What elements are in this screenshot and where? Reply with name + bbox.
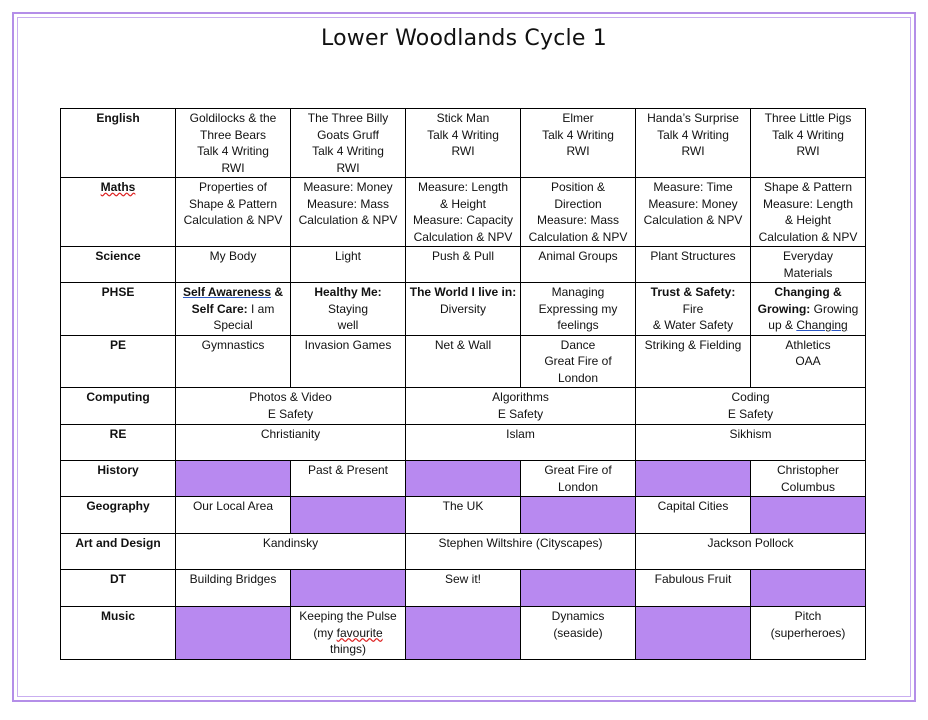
cell-art-c: Jackson Pollock bbox=[636, 534, 866, 570]
cell-english-3: Stick Man Talk 4 Writing RWI bbox=[406, 109, 521, 178]
cell-phse-1: Self Awareness & Self Care: I am Special bbox=[176, 283, 291, 336]
cell-geography-2-empty bbox=[291, 497, 406, 534]
table-row-pe bbox=[61, 335, 866, 388]
table-row-art bbox=[61, 534, 866, 570]
cell-dt-4-empty bbox=[521, 570, 636, 607]
cell-history-6: Christopher Columbus bbox=[751, 461, 866, 497]
cell-art-a: Kandinsky bbox=[176, 534, 406, 570]
cell-history-5-empty bbox=[636, 461, 751, 497]
cell-re-b: Islam bbox=[406, 425, 636, 461]
cell-science-1: My Body bbox=[176, 247, 291, 283]
cell-music-1-empty bbox=[176, 607, 291, 660]
subject-art: Art and Design bbox=[61, 534, 176, 570]
cell-science-6: Everyday Materials bbox=[751, 247, 866, 283]
table-row-english bbox=[61, 109, 866, 178]
table-row-maths bbox=[61, 178, 866, 247]
cell-phse-6: Changing & Growing: Growing up & Changing bbox=[751, 283, 866, 336]
cell-dt-1: Building Bridges bbox=[176, 570, 291, 607]
cell-music-4: Dynamics (seaside) bbox=[521, 607, 636, 660]
subject-music: Music bbox=[61, 607, 176, 660]
table-row-computing bbox=[61, 388, 866, 425]
cell-dt-2-empty bbox=[291, 570, 406, 607]
cell-pe-3: Net & Wall bbox=[406, 335, 521, 388]
cell-pe-2: Invasion Games bbox=[291, 335, 406, 388]
cell-music-6: Pitch (superheroes) bbox=[751, 607, 866, 660]
cell-music-2: Keeping the Pulse (my favourite things) bbox=[291, 607, 406, 660]
page-title: Lower Woodlands Cycle 1 bbox=[321, 26, 607, 51]
cell-english-1: Goldilocks & the Three Bears Talk 4 Writing RWI bbox=[176, 109, 291, 178]
table-row-geography bbox=[61, 497, 866, 534]
cell-computing-b: Algorithms E Safety bbox=[406, 388, 636, 425]
cell-english-5: Handa’s Surprise Talk 4 Writing RWI bbox=[636, 109, 751, 178]
table-row-phse bbox=[61, 283, 866, 336]
subject-maths: Maths bbox=[61, 178, 176, 247]
cell-art-b: Stephen Wiltshire (Cityscapes) bbox=[406, 534, 636, 570]
cell-science-2: Light bbox=[291, 247, 406, 283]
subject-computing: Computing bbox=[61, 388, 176, 425]
subject-phse: PHSE bbox=[61, 283, 176, 336]
subject-dt: DT bbox=[61, 570, 176, 607]
cell-history-1-empty bbox=[176, 461, 291, 497]
cell-phse-4: Managing Expressing my feelings bbox=[521, 283, 636, 336]
cell-phse-2: Healthy Me: Staying well bbox=[291, 283, 406, 336]
table-row-re bbox=[61, 425, 866, 461]
cell-maths-1: Properties of Shape & Pattern Calculation & NPV bbox=[176, 178, 291, 247]
cell-maths-3: Measure: Length & Height Measure: Capacity Calculation & NPV bbox=[406, 178, 521, 247]
cell-dt-3: Sew it! bbox=[406, 570, 521, 607]
subject-science: Science bbox=[61, 247, 176, 283]
cell-pe-6: Athletics OAA bbox=[751, 335, 866, 388]
cell-pe-5: Striking & Fielding bbox=[636, 335, 751, 388]
cell-english-6: Three Little Pigs Talk 4 Writing RWI bbox=[751, 109, 866, 178]
table-row-dt bbox=[61, 570, 866, 607]
cell-re-a: Christianity bbox=[176, 425, 406, 461]
cell-maths-5: Measure: Time Measure: Money Calculation & NPV bbox=[636, 178, 751, 247]
cell-science-4: Animal Groups bbox=[521, 247, 636, 283]
cell-english-2: The Three Billy Goats Gruff Talk 4 Writing RWI bbox=[291, 109, 406, 178]
cell-dt-6-empty bbox=[751, 570, 866, 607]
cell-history-3-empty bbox=[406, 461, 521, 497]
cell-geography-3: The UK bbox=[406, 497, 521, 534]
cell-pe-1: Gymnastics bbox=[176, 335, 291, 388]
cell-geography-5: Capital Cities bbox=[636, 497, 751, 534]
cell-science-3: Push & Pull bbox=[406, 247, 521, 283]
subject-pe: PE bbox=[61, 335, 176, 388]
cell-geography-4-empty bbox=[521, 497, 636, 534]
curriculum-table bbox=[60, 108, 866, 660]
cell-dt-5: Fabulous Fruit bbox=[636, 570, 751, 607]
cell-history-4: Great Fire of London bbox=[521, 461, 636, 497]
cell-music-5-empty bbox=[636, 607, 751, 660]
subject-geography: Geography bbox=[61, 497, 176, 534]
subject-history: History bbox=[61, 461, 176, 497]
cell-english-4: Elmer Talk 4 Writing RWI bbox=[521, 109, 636, 178]
cell-phse-3: The World I live in: Diversity bbox=[406, 283, 521, 336]
cell-music-3-empty bbox=[406, 607, 521, 660]
cell-re-c: Sikhism bbox=[636, 425, 866, 461]
cell-computing-a: Photos & Video E Safety bbox=[176, 388, 406, 425]
cell-computing-c: Coding E Safety bbox=[636, 388, 866, 425]
cell-maths-6: Shape & Pattern Measure: Length & Height Calculation & NPV bbox=[751, 178, 866, 247]
cell-maths-4: Position & Direction Measure: Mass Calculation & NPV bbox=[521, 178, 636, 247]
cell-maths-2: Measure: Money Measure: Mass Calculation & NPV bbox=[291, 178, 406, 247]
cell-phse-5: Trust & Safety: Fire & Water Safety bbox=[636, 283, 751, 336]
cell-geography-1: Our Local Area bbox=[176, 497, 291, 534]
table-row-history bbox=[61, 461, 866, 497]
table-row-music bbox=[61, 607, 866, 660]
subject-english: English bbox=[61, 109, 176, 178]
subject-re: RE bbox=[61, 425, 176, 461]
cell-science-5: Plant Structures bbox=[636, 247, 751, 283]
cell-pe-4: Dance Great Fire of London bbox=[521, 335, 636, 388]
table-row-science bbox=[61, 247, 866, 283]
cell-geography-6-empty bbox=[751, 497, 866, 534]
cell-history-2: Past & Present bbox=[291, 461, 406, 497]
